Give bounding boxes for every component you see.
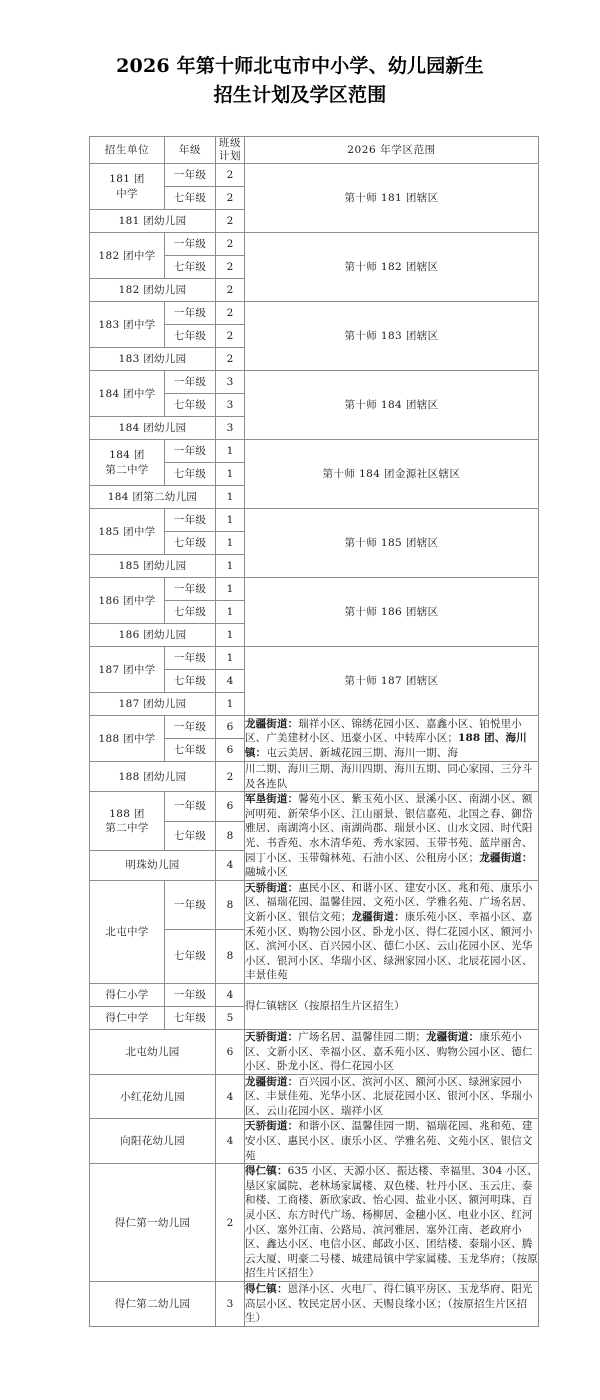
cell-class-plan: 8 [216,821,245,851]
cell-grade: 七年级 [165,532,216,555]
cell-zone: 得仁镇：恩泽小区、火电厂、得仁镇平房区、玉龙华府、阳光高层小区、牧民定居小区、天赐良缘小区；（按原招生片区招生） [245,1282,539,1327]
cell-unit: 181 团 中学 [90,164,165,210]
table-row [90,371,539,394]
cell-zone: 第十师 183 团辖区 [245,302,539,371]
cell-unit: 182 团幼儿园 [90,279,216,302]
cell-class-plan: 4 [216,851,245,881]
cell-class-plan: 4 [216,983,245,1006]
cell-grade: 一年级 [165,440,216,463]
cell-class-plan: 2 [216,187,245,210]
cell-class-plan: 2 [216,164,245,187]
cell-grade: 七年级 [165,325,216,348]
cell-class-plan: 5 [216,1006,245,1029]
street-label: 天骄街道： [245,1120,299,1133]
cell-unit: 186 团幼儿园 [90,624,216,647]
table-row [90,647,539,670]
street-label: 龙疆街道： [245,717,299,730]
street-label: 天骄街道： [245,881,299,894]
table-row [90,509,539,532]
cell-class-plan: 1 [216,578,245,601]
cell-zone: 龙疆街道：百兴园小区、滨河小区、额河小区、绿洲家园小区、丰景佳苑、光华小区、北辰花园小区、银河小区、华瑞小区、云山花园小区、瑞祥小区 [245,1074,539,1119]
street-label: 得仁镇： [245,1283,288,1295]
cell-class-plan: 3 [216,1282,245,1327]
cell-class-plan: 2 [216,348,245,371]
cell-class-plan: 8 [216,930,245,984]
table-row [90,880,539,929]
page-title [0,0,600,110]
cell-unit: 小红花幼儿园 [90,1074,216,1119]
table-row [90,440,539,463]
cell-unit: 184 团中学 [90,371,165,417]
cell-zone: 第十师 187 团辖区 [245,647,539,716]
table-row-kindergarten [90,1282,539,1327]
cell-class-plan: 1 [216,647,245,670]
street-label: 龙疆街道： [426,1030,480,1043]
cell-grade: 一年级 [165,880,216,929]
cell-zone: 得仁镇：635 小区、天源小区、振达楼、幸福里、304 小区、垦区家属院、老林场家属楼、双色楼、牡丹小区、玉云庄、泰和楼、工商楼、新欣家政、怡心园、盐业小区、额河明珠、百灵小区、东方时代广场、杨柳居、金穗小区、电业小区、红河小区、塞外江南、公路局、滨河雅居、塞外江南、老政府小区、鑫达小区、电信小区、邮政小区、团结楼、泰瑞小区、腾云大厦、明豪二号楼、城建局镇中学家属楼、玉龙华府；（按原招生片区招生） [245,1164,539,1282]
street-label: 龙疆街道： [245,1075,299,1088]
cell-unit: 184 团 第二中学 [90,440,165,486]
cell-grade: 七年级 [165,670,216,693]
cell-class-plan: 2 [216,762,245,792]
cell-grade: 一年级 [165,509,216,532]
cell-grade: 七年级 [165,1006,216,1029]
cell-unit: 188 团 第二中学 [90,792,165,851]
street-label: 188 团、海川镇： [245,732,527,759]
cell-class-plan: 3 [216,371,245,394]
cell-zone: 天骄街道：广场名居、温馨佳园二期；龙疆街道：康乐苑小区、文新小区、幸福小区、嘉禾苑小区、购物公园小区、德仁小区、卧龙小区、得仁花园小区 [245,1029,539,1074]
table-row [90,164,539,187]
table-row-kindergarten [90,762,539,792]
cell-class-plan: 1 [216,440,245,463]
cell-class-plan: 1 [216,486,245,509]
cell-unit: 向阳花幼儿园 [90,1119,216,1164]
cell-class-plan: 1 [216,532,245,555]
cell-zone: 第十师 182 团辖区 [245,233,539,302]
enrollment-plan-table [89,136,539,1327]
cell-unit: 185 团幼儿园 [90,555,216,578]
cell-zone: 龙疆街道：瑞祥小区、锦绣花园小区、嘉鑫小区、铂悦里小区、广美建材小区、迅豪小区、中转库小区；188 团、海川镇：屯云美居、新城花园三期、海川一期、海 [245,716,539,762]
header-unit: 招生单位 [90,137,165,164]
table-header-row [90,137,539,164]
cell-unit: 北屯中学 [90,880,165,983]
cell-unit: 得仁第一幼儿园 [90,1164,216,1282]
cell-grade: 七年级 [165,394,216,417]
cell-class-plan: 1 [216,601,245,624]
page-title-line-2: 招生计划及学区范围 [213,84,387,106]
street-label: 龙疆街道： [351,910,405,923]
cell-grade: 七年级 [165,601,216,624]
cell-class-plan: 6 [216,739,245,762]
table-row [90,302,539,325]
cell-unit: 得仁中学 [90,1006,165,1029]
table-row-kindergarten [90,1074,539,1119]
cell-unit: 188 团中学 [90,716,165,762]
cell-class-plan: 3 [216,394,245,417]
cell-zone: 第十师 181 团辖区 [245,164,539,233]
cell-grade: 七年级 [165,739,216,762]
cell-zone: 第十师 184 团辖区 [245,371,539,440]
cell-grade: 一年级 [165,647,216,670]
cell-class-plan: 8 [216,880,245,929]
table-body [90,137,539,1327]
cell-zone: 天骄街道：和谐小区、温馨佳园一期、福瑞花园、兆和苑、建安小区、惠民小区、康乐小区、学雅名苑、文苑小区、银信文苑 [245,1119,539,1164]
cell-unit: 181 团幼儿园 [90,210,216,233]
cell-unit: 得仁小学 [90,983,165,1006]
cell-class-plan: 1 [216,509,245,532]
street-label: 天骄街道： [245,1030,299,1043]
cell-grade: 一年级 [165,716,216,739]
table-row-kindergarten [90,1164,539,1282]
table-row [90,792,539,822]
cell-class-plan: 4 [216,1074,245,1119]
cell-grade: 一年级 [165,233,216,256]
cell-grade: 一年级 [165,164,216,187]
cell-unit: 184 团第二幼儿园 [90,486,216,509]
cell-zone: 第十师 184 团金源社区辖区 [245,440,539,509]
table-row [90,233,539,256]
cell-unit: 187 团幼儿园 [90,693,216,716]
cell-unit: 185 团中学 [90,509,165,555]
table-row-kindergarten [90,1029,539,1074]
table-row [90,983,539,1006]
cell-unit: 183 团幼儿园 [90,348,216,371]
cell-grade: 一年级 [165,792,216,822]
cell-unit: 183 团中学 [90,302,165,348]
cell-class-plan: 3 [216,417,245,440]
cell-class-plan: 2 [216,233,245,256]
cell-unit: 明珠幼儿园 [90,851,216,881]
cell-class-plan: 1 [216,555,245,578]
cell-grade: 一年级 [165,302,216,325]
cell-unit: 186 团中学 [90,578,165,624]
street-label: 龙疆街道： [479,851,533,864]
cell-grade: 七年级 [165,256,216,279]
cell-grade: 一年级 [165,578,216,601]
cell-class-plan: 4 [216,1119,245,1164]
cell-grade: 七年级 [165,821,216,851]
cell-class-plan: 6 [216,792,245,822]
header-grade: 年级 [165,137,216,164]
cell-class-plan: 6 [216,716,245,739]
cell-unit: 北屯幼儿园 [90,1029,216,1074]
cell-zone: 天骄街道：惠民小区、和谐小区、建安小区、兆和苑、康乐小区、福瑞花园、温馨佳园、文苑小区、学雅名苑、广场名居、文新小区、银信文苑；龙疆街道：康乐苑小区、幸福小区、嘉禾苑小区、购物公园小区、卧龙小区、得仁花园小区、额河小区、滨河小区、百兴园小区、德仁小区、云山花园小区、光华小区、银河小区、华瑞小区、绿洲家园小区、北辰花园小区、丰景佳苑 [245,880,539,983]
page-title-line-1: 2026 年第十师北屯市中小学、幼儿园新生 [116,55,484,77]
cell-class-plan: 2 [216,210,245,233]
cell-class-plan: 2 [216,325,245,348]
cell-grade: 七年级 [165,463,216,486]
cell-class-plan: 2 [216,1164,245,1282]
cell-unit: 184 团幼儿园 [90,417,216,440]
table-row [90,716,539,739]
cell-unit: 182 团中学 [90,233,165,279]
cell-class-plan: 2 [216,279,245,302]
cell-class-plan: 2 [216,302,245,325]
cell-zone: 第十师 186 团辖区 [245,578,539,647]
street-label: 军垦街道： [245,793,299,806]
cell-zone: 得仁镇辖区（按原招生片区招生） [245,983,539,1029]
cell-class-plan: 1 [216,463,245,486]
cell-grade: 一年级 [165,983,216,1006]
cell-class-plan: 1 [216,624,245,647]
cell-zone: 川二期、海川三期、海川四期、海川五期、同心家园、三分斗及各连队 [245,762,539,792]
cell-grade: 七年级 [165,187,216,210]
street-label: 得仁镇： [245,1165,288,1178]
table-row [90,578,539,601]
cell-class-plan: 6 [216,1029,245,1074]
cell-class-plan: 4 [216,670,245,693]
cell-unit: 得仁第二幼儿园 [90,1282,216,1327]
cell-class-plan: 2 [216,256,245,279]
cell-zone: 第十师 185 团辖区 [245,509,539,578]
cell-grade: 一年级 [165,371,216,394]
cell-zone: 军垦街道：馨苑小区、紫玉苑小区、景溪小区、南湖小区、额河明苑、新荣华小区、江山丽景、银信嘉苑、北国之春、御岱雅居、南湖湾小区、南湖尚郡、瑞景小区、山水文园、时代阳光、书香苑、水木清华苑、秀水家园、玉带书苑、蓝岸丽舍、园丁小区、玉带翰林苑、石油小区、公租房小区；龙疆街道：融城小区 [245,792,539,881]
cell-class-plan: 1 [216,693,245,716]
cell-unit: 188 团幼儿园 [90,762,216,792]
table-row-kindergarten [90,1119,539,1164]
enrollment-plan-table-wrap [89,136,538,1327]
header-zone: 2026 年学区范围 [245,137,539,164]
header-class-plan: 班级 计划 [216,137,245,164]
cell-grade: 七年级 [165,930,216,984]
cell-unit: 187 团中学 [90,647,165,693]
